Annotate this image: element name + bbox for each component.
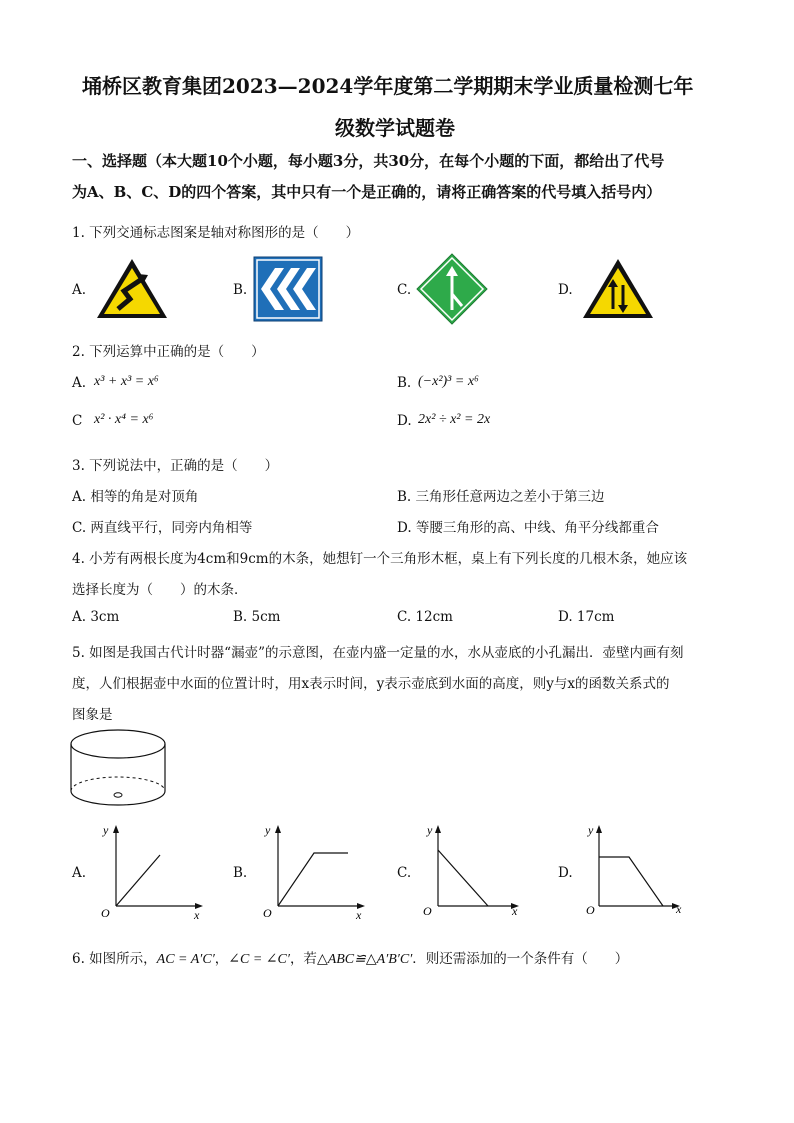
q4-option-d: D. 17cm	[558, 609, 615, 625]
q1-label-d: D.	[558, 282, 573, 298]
section-header-line2: 为A、B、C、D的四个答案，其中只有一个是正确的，请将正确答案的代号填入括号内）	[72, 183, 662, 201]
q6-condition-ac: AC = A′C′	[156, 952, 215, 967]
q5-graph-d	[583, 822, 693, 922]
q5-graph-c	[422, 822, 532, 922]
q1-label-a: A.	[72, 282, 87, 298]
q2-option-a: x³ + x³ = x⁶	[94, 374, 159, 389]
question-5-line2: 度，人们根据壶中水面的位置计时，用x表示时间，y表示壶底到水面的高度，则y与x的函数关系式的	[72, 676, 670, 692]
q2-option-d: 2x² ÷ x² = 2x	[418, 412, 491, 427]
q5-graph-b-y-label: y	[265, 823, 271, 837]
q2-option-c: x² · x⁴ = x⁶	[94, 412, 154, 427]
page-title-line1: 埇桥区教育集团2023—2024学年度第二学期期末学业质量检测七年	[82, 74, 694, 98]
q5-label-a: A.	[72, 865, 87, 881]
question-2-stem: 2. 下列运算中正确的是（ ）	[72, 344, 265, 360]
q3-option-a: A. 相等的角是对顶角	[72, 489, 199, 505]
q6-prefix: 6. 如图所示，	[72, 951, 157, 967]
q2-label-c: C	[72, 413, 83, 429]
q6-comma: ，	[214, 951, 229, 967]
q6-suffix: ．则还需添加的一个条件有（ ）	[412, 951, 629, 967]
q4-option-b: B. 5cm	[233, 609, 281, 625]
question-4-line2: 选择长度为（ ）的木条．	[72, 582, 248, 598]
question-3-stem: 3. 下列说法中，正确的是（ ）	[72, 458, 279, 474]
q6-congruence: △ABC≌△A′B′C′	[316, 952, 413, 967]
q3-option-d: D. 等腰三角形的高、中线、角平分线都重合	[397, 520, 659, 536]
q5-graph-d-origin: O	[586, 903, 595, 917]
q5-label-c: C.	[397, 865, 412, 881]
q5-graph-a-y-label: y	[103, 823, 109, 837]
q5-label-b: B.	[233, 865, 248, 881]
q3-option-c: C. 两直线平行，同旁内角相等	[72, 520, 253, 536]
sign-d-icon	[580, 255, 656, 321]
question-4-line1: 4. 小芳有两根长度为4cm和9cm的木条，她想钉一个三角形木框，桌上有下列长度的几根木条，她应该	[72, 551, 688, 567]
q5-label-d: D.	[558, 865, 573, 881]
sign-a-icon	[94, 255, 170, 321]
q3-option-b: B. 三角形任意两边之差小于第三边	[397, 489, 605, 505]
q5-graph-b	[262, 822, 372, 922]
q2-option-b: (−x²)³ = x⁶	[418, 374, 479, 389]
q2-label-a: A.	[72, 375, 87, 391]
question-5-line1: 5. 如图是我国古代计时器“漏壶”的示意图，在壶内盛一定量的水，水从壶底的小孔漏出．壶壁内画有刻	[72, 645, 684, 661]
q5-graph-a-origin: O	[101, 906, 110, 920]
q5-graph-c-origin: O	[423, 904, 432, 918]
q1-label-b: B.	[233, 282, 248, 298]
q6-mid: ，若	[289, 951, 317, 967]
q5-graph-c-y-label: y	[427, 823, 433, 837]
q5-graph-b-x-label: x	[356, 908, 362, 922]
question-5-line3: 图象是	[72, 707, 113, 723]
q4-option-c: C. 12cm	[397, 609, 453, 625]
sign-b-icon	[253, 256, 323, 322]
sign-c-icon	[415, 252, 489, 326]
q2-label-b: B.	[397, 375, 412, 391]
q1-label-c: C.	[397, 282, 412, 298]
page-title-line2: 级数学试题卷	[335, 116, 455, 140]
q2-label-d: D.	[397, 413, 412, 429]
q5-graph-d-y-label: y	[588, 823, 594, 837]
section-header-line1: 一、选择题（本大题10个小题，每小题3分，共30分，在每个小题的下面，都给出了代号	[72, 152, 665, 170]
q5-graph-a-x-label: x	[194, 908, 200, 922]
q5-graph-d-x-label: x	[676, 902, 682, 916]
q5-graph-b-origin: O	[263, 906, 272, 920]
question-1-stem: 1. 下列交通标志图案是轴对称图形的是（ ）	[72, 225, 360, 241]
q5-graph-a	[100, 822, 210, 922]
water-clock-cylinder-figure	[70, 727, 170, 813]
question-6-stem	[72, 947, 628, 968]
q5-graph-c-x-label: x	[512, 904, 518, 918]
q4-option-a: A. 3cm	[72, 609, 120, 625]
q6-condition-angle-c: ∠C = ∠C′	[228, 952, 290, 967]
